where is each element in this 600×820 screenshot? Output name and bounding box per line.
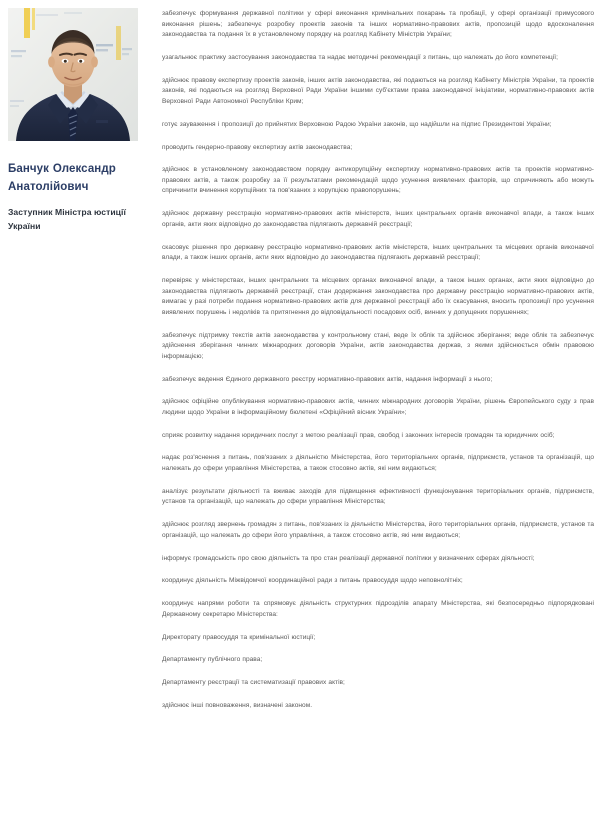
duty-paragraph: узагальнює практику застосування законодавства та надає методичні рекомендації з питань, що належать до його компетенції; bbox=[162, 53, 558, 61]
duty-paragraph: здійснює інші повноваження, визначені законом. bbox=[162, 701, 313, 709]
person-card bbox=[0, 0, 160, 233]
duty-paragraph: координує діяльність Міжвідомчої координаційної ради з питань правосуддя щодо неповнолітніх; bbox=[162, 577, 463, 585]
duty-paragraph: готує зауваження і пропозиції до прийнятих Верховною Радою України законів, що надійшли на підпис Президентові України; bbox=[162, 120, 552, 128]
duty-paragraph: забезпечує підтримку текстів актів законодавства у контрольному стані, веде їх облік та здійснює зберігання; веде облік та забезпечує здійснення зберігання чинних міжнародних договорів України, актів законодавства держав, з якими здійснюється обмін правовою інформацією; bbox=[162, 331, 594, 360]
duty-paragraph: сприяє розвитку надання юридичних послуг з метою реалізації прав, свобод і законних інтересів громадян та юридичних осіб; bbox=[162, 431, 555, 439]
duty-paragraph: Департаменту публічного права; bbox=[162, 656, 263, 664]
duty-paragraph: Директорату правосуддя та кримінальної юстиції; bbox=[162, 633, 316, 641]
duty-paragraph: координує напрями роботи та спрямовує діяльність структурних підрозділів апарату Міністерства, які безпосередньо підпорядковані Державному секретарю Міністерства: bbox=[162, 600, 594, 618]
official-portrait-photo bbox=[8, 8, 138, 141]
duty-paragraph: забезпечує формування державної політики у сфері виконання кримінальних покарань та пробації, у сфері організації примусового виконання рішень; забезпечує розробку проектів законів та інших нормативно-правових актів, пропозицій щодо вдосконалення законодавства та подання їх в установленому порядку на розгляд Кабінету Міністрів України; bbox=[162, 10, 594, 39]
official-name: Банчук Олександр Анатолійович bbox=[8, 163, 116, 193]
duty-paragraph: здійснює офіційне опублікування нормативно-правових актів, чинних міжнародних договорів України, рішень Європейського суду з прав людини щодо України в інформаційному бюлетені «Офіційний вісник України»; bbox=[162, 398, 594, 416]
portrait-illustration bbox=[8, 8, 138, 141]
duty-paragraph: аналізує результати діяльності та вживає заходів для підвищення ефективності функціонування територіальних органів, підприємств, установ та організацій, що належать до сфери управління Міністерства; bbox=[162, 487, 594, 506]
duty-paragraph: здійснює державну реєстрацію нормативно-правових актів міністерств, інших центральних органів виконавчої влади, а також інших органів, акти яких відповідно до законодавства підлягають державній реєстрації; bbox=[162, 210, 594, 228]
duties-paragraph-list bbox=[162, 9, 594, 711]
duty-paragraph: скасовує рішення про державну реєстрацію нормативно-правових актів міністерств, інших центральних та місцевих органів виконавчої влади, а також інших органів, акти яких відповідно до законодавства підлягають державній реєстрації; bbox=[162, 243, 594, 262]
official-position: Заступник Міністра юстиції України bbox=[8, 206, 126, 231]
duty-paragraph: забезпечує ведення Єдиного державного реєстру нормативно-правових актів, надання інформації з нього; bbox=[162, 375, 493, 383]
duty-paragraph: Департаменту реєстрації та систематизації правових актів; bbox=[162, 679, 345, 687]
duty-paragraph: перевіряє у міністерствах, інших центральних та місцевих органах виконавчої влади, а також інших органах, акти яких відповідно до законодавства підлягають державній реєстрації, стан додержання законодавства про державну реєстрацію нормативно-правових актів, вимагає у разі потреби подання нормативно-правових актів для державної реєстрації або їх скасування, вносить пропозиції про усунення виявлених порушень і недоліків та притягнення до відповідальності посадових осіб, винних у допущених порушеннях; bbox=[162, 277, 594, 316]
duties-content bbox=[160, 0, 600, 711]
duty-paragraph: здійснює правову експертизу проектів законів, інших актів законодавства, які подаються на розгляд Кабінету Міністрів України, та проектів законів, які подаються на розгляд Верховної Ради України іншими суб'єктами права законодавчої ініціативи, нормативно-правових актів Верховної Ради Автономної Республіки Крим; bbox=[162, 76, 594, 105]
duty-paragraph: здійснює розгляд звернень громадян з питань, пов'язаних із діяльністю Міністерства, його територіальних органів, підприємств, установ та організацій, що належать до сфери його управління, а також стосовно актів, які ним видаються; bbox=[162, 521, 594, 539]
duty-paragraph: здійснює в установленому законодавством порядку антикорупційну експертизу нормативно-правових актів та проектів нормативно-правових актів, а також розробку за її результатами рекомендацій щодо усунення виявлених факторів, що спричиняють або можуть спричинити вчинення корупційних та пов'язаних з корупцією правопорушень; bbox=[162, 166, 594, 195]
duty-paragraph: надає роз'яснення з питань, пов'язаних з діяльністю Міністерства, його територіальних органів, підприємств, установ та організацій, що належать до сфери управління Міністерства, а також стосовно актів, які ним видаються; bbox=[162, 454, 594, 473]
duty-paragraph: інформує громадськість про свою діяльність та про стан реалізації державної політики у визначених сферах діяльності; bbox=[162, 554, 535, 562]
duty-paragraph: проводить гендерно-правову експертизу актів законодавства; bbox=[162, 143, 353, 151]
